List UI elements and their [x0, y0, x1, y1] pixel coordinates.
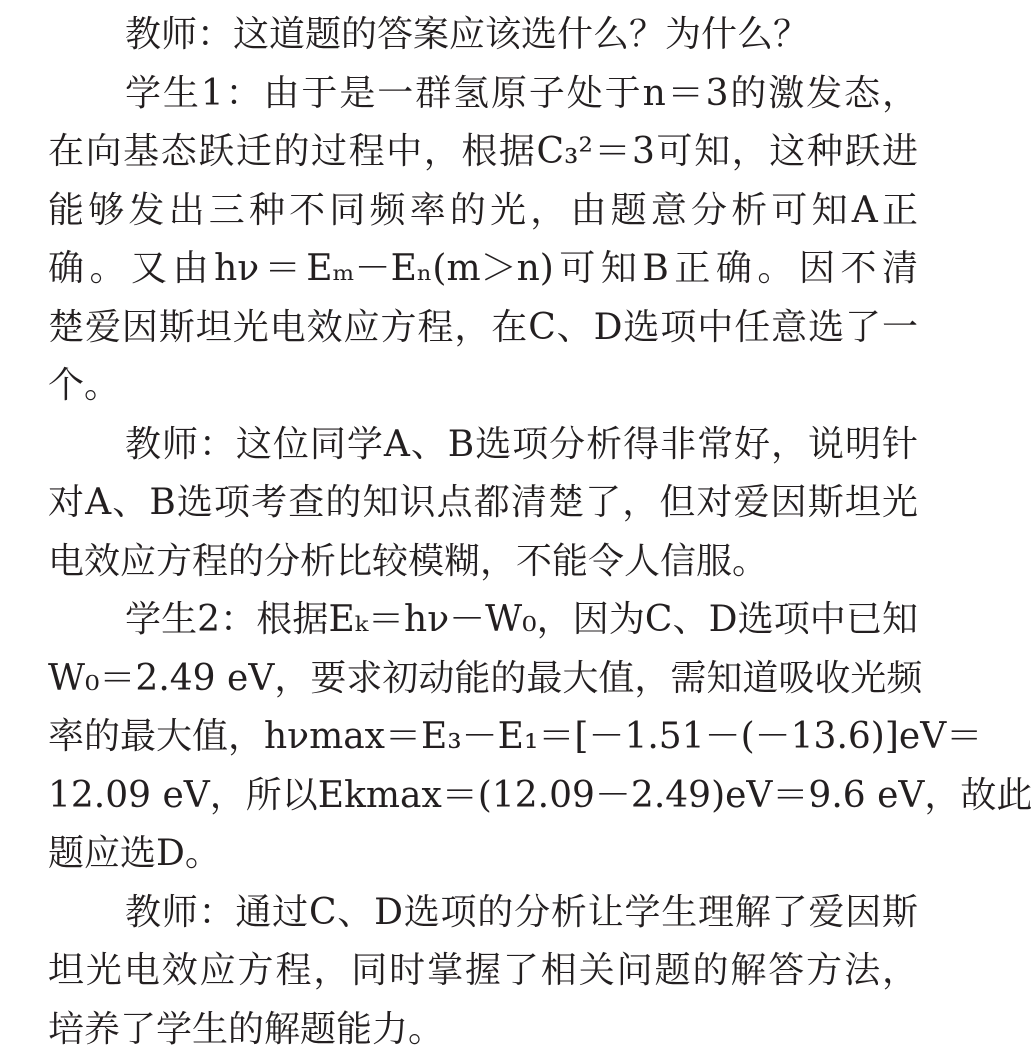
text-line: 电效应方程的分析比较模糊，不能令人信服。 — [48, 540, 769, 582]
text-line: W₀＝2.49 eV，要求初动能的最大值，需知道吸收光频 — [48, 657, 923, 699]
text-line: 学生2：根据Eₖ＝hν－W₀，因为C、D选项中已知 — [125, 599, 918, 640]
paragraph-student-1 — [48, 65, 918, 416]
text-line: 坦光电效应方程，同时掌握了相关问题的解答方法， — [48, 950, 918, 991]
paragraph-student-2 — [48, 591, 1032, 884]
text-line: 在向基态跃迁的过程中，根据C₃²＝3可知，这种跃进 — [48, 131, 918, 172]
text-line: 率的最大值，hνmax＝E₃－E₁＝[－1.51－(－13.6)]eV＝ — [48, 716, 983, 757]
text-line: 个。 — [48, 365, 121, 406]
text-line: 楚爱因斯坦光电效应方程，在C、D选项中任意选了一 — [48, 306, 918, 348]
text-line: 题应选D。 — [48, 833, 221, 874]
paragraph-teacher-question — [48, 6, 918, 65]
text-line: 确。又由hν＝Eₘ－Eₙ(m＞n)可知B正确。因不清 — [48, 248, 918, 289]
text-line: 教师：这位同学A、B选项分析得非常好，说明针 — [125, 423, 918, 465]
text-line: 能够发出三种不同频率的光，由题意分析可知A正 — [48, 189, 918, 231]
paragraph-teacher-comment-1 — [48, 416, 918, 592]
text-line: 对A、B选项考查的知识点都清楚了，但对爱因斯坦光 — [48, 482, 918, 523]
text-line: 教师：通过C、D选项的分析让学生理解了爱因斯 — [125, 891, 918, 933]
text-line: 学生1：由于是一群氢原子处于n＝3的激发态， — [125, 72, 918, 114]
text-line: 12.09 eV，所以Ekmax＝(12.09－2.49)eV＝9.6 eV，故此 — [48, 774, 1032, 816]
text-line: 教师：这道题的答案应该选什么？为什么？ — [125, 14, 810, 55]
text-line: 培养了学生的解题能力。 — [48, 1008, 445, 1050]
paragraph-teacher-comment-2 — [48, 884, 918, 1060]
